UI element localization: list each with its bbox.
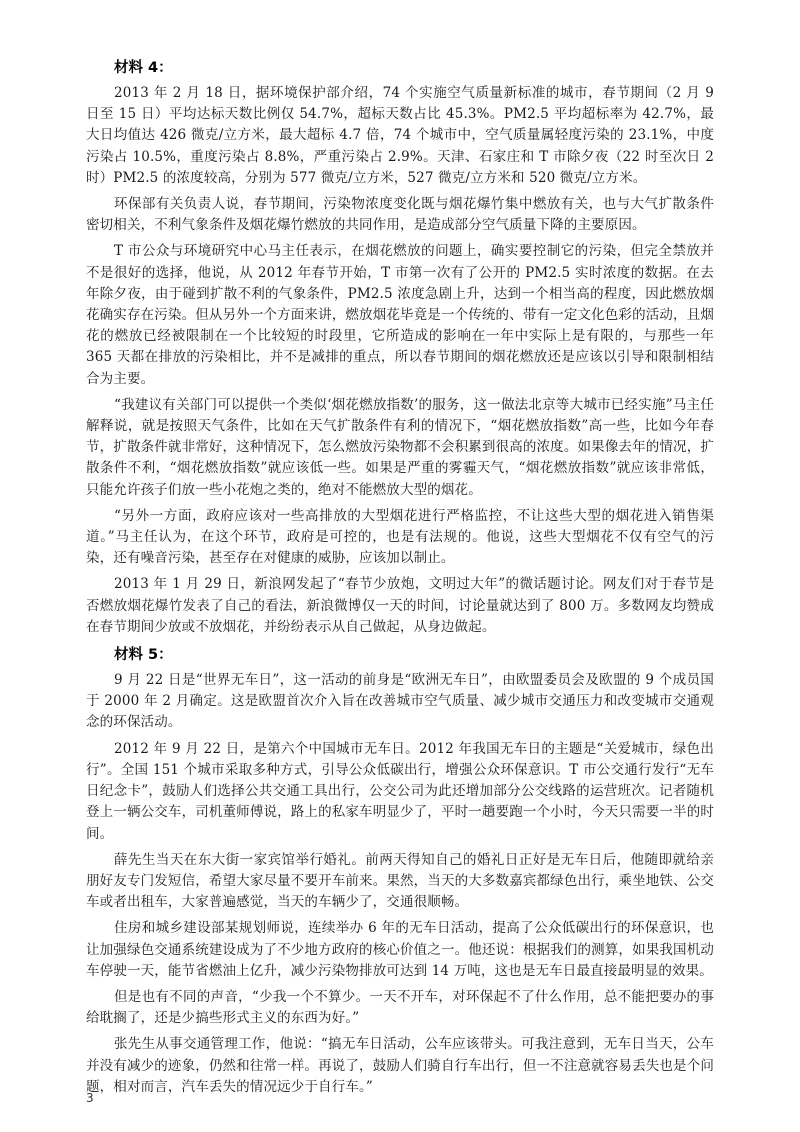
paragraph: T 市公众与环境研究中心马主任表示，在烟花燃放的问题上，确实要控制它的污染，但完全禁放并不是很好的选择，他说，从 2012 年春节开始，T 市第一次有了公开的 PM2.5 实时浓度的数据。在去年除夕夜，由于碰到扩散不利的气象条件，PM2.5 浓度急剧上升，达到一个相当高的程度，因此燃放烟花确实存在污染。但从另外一个方面来讲，燃放烟花毕竟是一个传统的、带有一定文化色彩的活动，且烟花的燃放已经被限制在一个比较短的时段里，它所造成的影响在一年中实际上是有限的，与那些一年 365 天都在排放的污染相比，并不是减排的重点，所以春节期间的烟花燃放还是应该以引导和限制相结合为主要。: [86, 243, 714, 387]
section-heading: 材料 4：: [114, 60, 173, 76]
page-number: 3: [86, 1091, 94, 1105]
paragraph: “我建议有关部门可以提供一个类似‘烟花燃放指数’的服务，这一做法北京等大城市已经实施”马主任解释说，就是按照天气条件，比如在天气扩散条件有利的情况下，“烟花燃放指数”高一些，比如今年春节，扩散条件就非常好，这种情况下，怎么燃放污染物都不会积累到很高的浓度。如果像去年的情况，扩散条件不利，“烟花燃放指数”就应该低一些。如果是严重的雾霾天气，“烟花燃放指数”就应该非常低，只能允许孩子们放一些小花炮之类的，绝对不能燃放大型的烟花。: [86, 396, 714, 498]
section-material-4: [86, 58, 714, 638]
paragraph: 住房和城乡建设部某规划师说，连续举办 6 年的无车日活动，提高了公众低碳出行的环保意识，也让加强绿色交通系统建设成为了不少地方政府的核心价值之一。他还说：根据我们的测算，如果我国机动车停驶一天，能节省燃油上亿升，减少污染物排放可达到 14 万吨，这也是无车日最直接最明显的效果。: [86, 920, 714, 979]
paragraph: 2012 年 9 月 22 日，是第六个中国城市无车日。2012 年我国无车日的主题是“关爱城市，绿色出行”。全国 151 个城市采取多种方式，引导公众低碳出行，增强公众环保意识。T 市公交通行发行“无车日纪念卡”，鼓励人们选择公共交通工具出行，公交公司为此还增加部分公交线路的运营班次。记者随机登上一辆公交车，司机董师傅说，路上的私家车明显少了，平时一趟要跑一个小时，今天只需要一半的时间。: [86, 740, 714, 842]
paragraph: “另外一方面，政府应该对一些高排放的大型烟花进行严格监控，不让这些大型的烟花进入销售渠道。”马主任认为，在这个环节，政府是可控的，也是有法规的。他说，这些大型烟花不仅有空气的污染，还有噪音污染，甚至存在对健康的威胁，应该加以制止。: [86, 507, 714, 567]
paragraph: 2013 年 1 月 29 日，新浪网发起了“春节少放炮，文明过大年”的微话题讨论。网友们对于春节是否燃放烟花爆竹发表了自己的看法，新浪微博仅一天的时间，讨论量就达到了 800 万。多数网友均赞成在春节期间少放或不放烟花，并纷纷表示从自己做起，从身边做起。: [86, 576, 714, 635]
paragraph: 张先生从事交通管理工作，他说：“搞无车日活动，公车应该带头。可我注意到，无车日当天，公车并没有减少的迹象，仍然和往常一样。再说了，鼓励人们骑自行车出行，但一不注意就容易丢失也是个问题，相对而言，汽车丢失的情况远少于自行车。”: [86, 1036, 714, 1095]
section-material-5: [86, 645, 714, 1098]
paragraph: 9 月 22 日是“世界无车日”，这一活动的前身是“欧洲无车日”，由欧盟委员会及欧盟的 9 个成员国于 2000 年 2 月确定。这是欧盟首次介入旨在改善城市空气质量、减少城市交通压力和改变城市交通观念的环保活动。: [86, 672, 714, 731]
paragraph: 薛先生当天在东大街一家宾馆举行婚礼。前两天得知自己的婚礼日正好是无车日后，他随即就给亲朋好友专门发短信，希望大家尽量不要开车前来。果然，当天的大多数嘉宾都绿色出行，乘坐地铁、公交车或者出租车，大家普遍感觉，当天的车辆少了，交通很顺畅。: [86, 851, 714, 911]
paragraph: 但是也有不同的声音，“少我一个不算少。一天不开车，对环保起不了什么作用，总不能把要办的事给耽搁了，还是少搞些形式主义的东西为好。”: [86, 988, 714, 1027]
section-heading: 材料 5：: [114, 647, 173, 664]
paragraph: 2013 年 2 月 18 日，据环境保护部介绍，74 个实施空气质量新标准的城市，春节期间（2 月 9 日至 15 日）平均达标天数比例仅 54.7%，超标天数占比 45.3%。PM2.5 平均超标率为 42.7%，最大日均值达 426 微克/立方米，最大超标 4.7 倍，74 个城市中，空气质量属轻度污染的 23.1%，中度污染占 10.5%，重度污染占 8.8%，严重污染占 2.9%。天津、石家庄和 T 市除夕夜（22 时至次日 2 时）PM2.5 的浓度较高，分别为 577 微克/立方米，527 微克/立方米和 520 微克/立方米。: [86, 85, 714, 186]
document-page: [86, 58, 714, 1103]
paragraph: 环保部有关负责人说，春节期间，污染物浓度变化既与烟花爆竹集中燃放有关，也与大气扩散条件密切相关，不利气象条件及烟花爆竹燃放的共同作用，是造成部分空气质量下降的主要原因。: [86, 196, 714, 234]
